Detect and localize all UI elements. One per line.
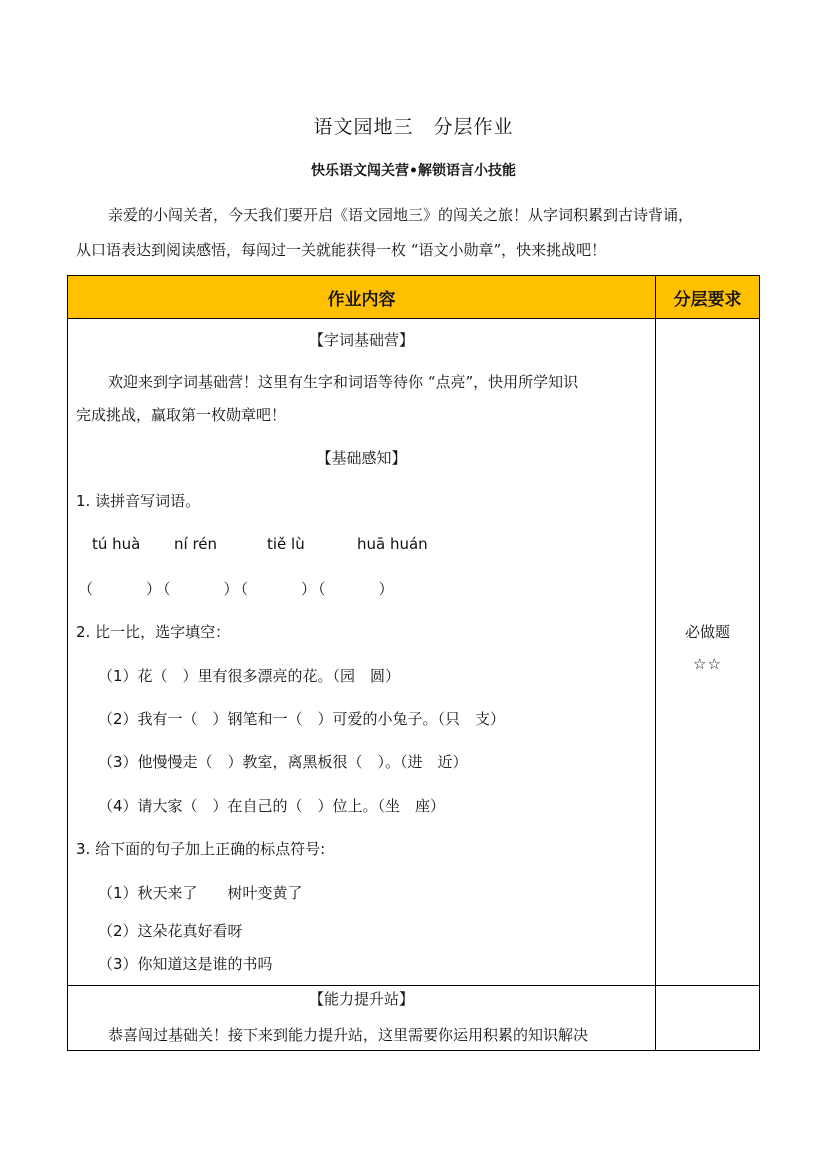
homework-table: [67, 275, 760, 1051]
page-title: 语文园地三 分层作业: [313, 116, 514, 138]
pinyin-2: ní rén: [174, 535, 218, 553]
requirement-label: 必做题: [684, 623, 730, 641]
q3-stem: 3. 给下面的句子加上正确的标点符号:: [76, 840, 326, 858]
section-advanced-requirement: [656, 986, 760, 1051]
page-subtitle: 快乐语文闯关营•解锁语言小技能: [311, 163, 516, 179]
pinyin-4: huā huán: [357, 535, 428, 553]
pinyin-3: tiě lù: [267, 535, 305, 553]
q1-stem: 1. 读拼音写词语。: [76, 492, 201, 510]
q2-item-3: （3）他慢慢走（ ）教室，离黑板很（ ）。（进 近）: [98, 753, 468, 771]
section-basic-title: 【字词基础营】: [308, 331, 414, 349]
header-requirement: 分层要求: [656, 276, 760, 319]
intro-line-2: 从口语表达到阅读感悟，每闯过一关就能获得一枚 “语文小勋章”，快来挑战吧！: [76, 241, 607, 259]
section-advanced-row: [68, 986, 760, 1051]
q2-item-2: （2）我有一（ ）钢笔和一（ ）可爱的小兔子。（只 支）: [98, 710, 506, 728]
section-advanced-title: 【能力提升站】: [308, 990, 414, 1008]
pinyin-1: tú huà: [92, 535, 141, 553]
section-basic-welcome-1: 欢迎来到字词基础营！这里有生字和词语等待你 “点亮”，快用所学知识: [108, 373, 579, 391]
section-basic-row: [68, 319, 760, 986]
difficulty-stars: ☆☆: [693, 655, 722, 673]
subsection-title: 【基础感知】: [316, 449, 407, 467]
header-content: 作业内容: [68, 276, 656, 319]
q3-item-3: （3）你知道这是谁的书吗: [98, 955, 273, 973]
table-header-row: [68, 276, 760, 319]
intro-line-1: 亲爱的小闯关者，今天我们要开启《语文园地三》的闯关之旅！从字词积累到古诗背诵，: [108, 206, 694, 224]
q3-item-2: （2）这朵花真好看呀: [98, 922, 243, 940]
q2-item-4: （4）请大家（ ）在自己的（ ）位上。（坐 座）: [98, 797, 446, 815]
section-advanced-line-1: 恭喜闯过基础关！接下来到能力提升站，这里需要你运用积累的知识解决: [108, 1026, 589, 1044]
q2-item-1: （1）花（ ）里有很多漂亮的花。（园 圆）: [98, 667, 401, 685]
q2-stem: 2. 比一比，选字填空：: [76, 623, 231, 641]
q1-blanks: （ ）（ ）（ ）（ ）: [78, 580, 396, 598]
q3-item-1: （1）秋天来了 树叶变黄了: [98, 884, 303, 902]
section-basic-welcome-2: 完成挑战，赢取第一枚勋章吧！: [76, 406, 287, 424]
